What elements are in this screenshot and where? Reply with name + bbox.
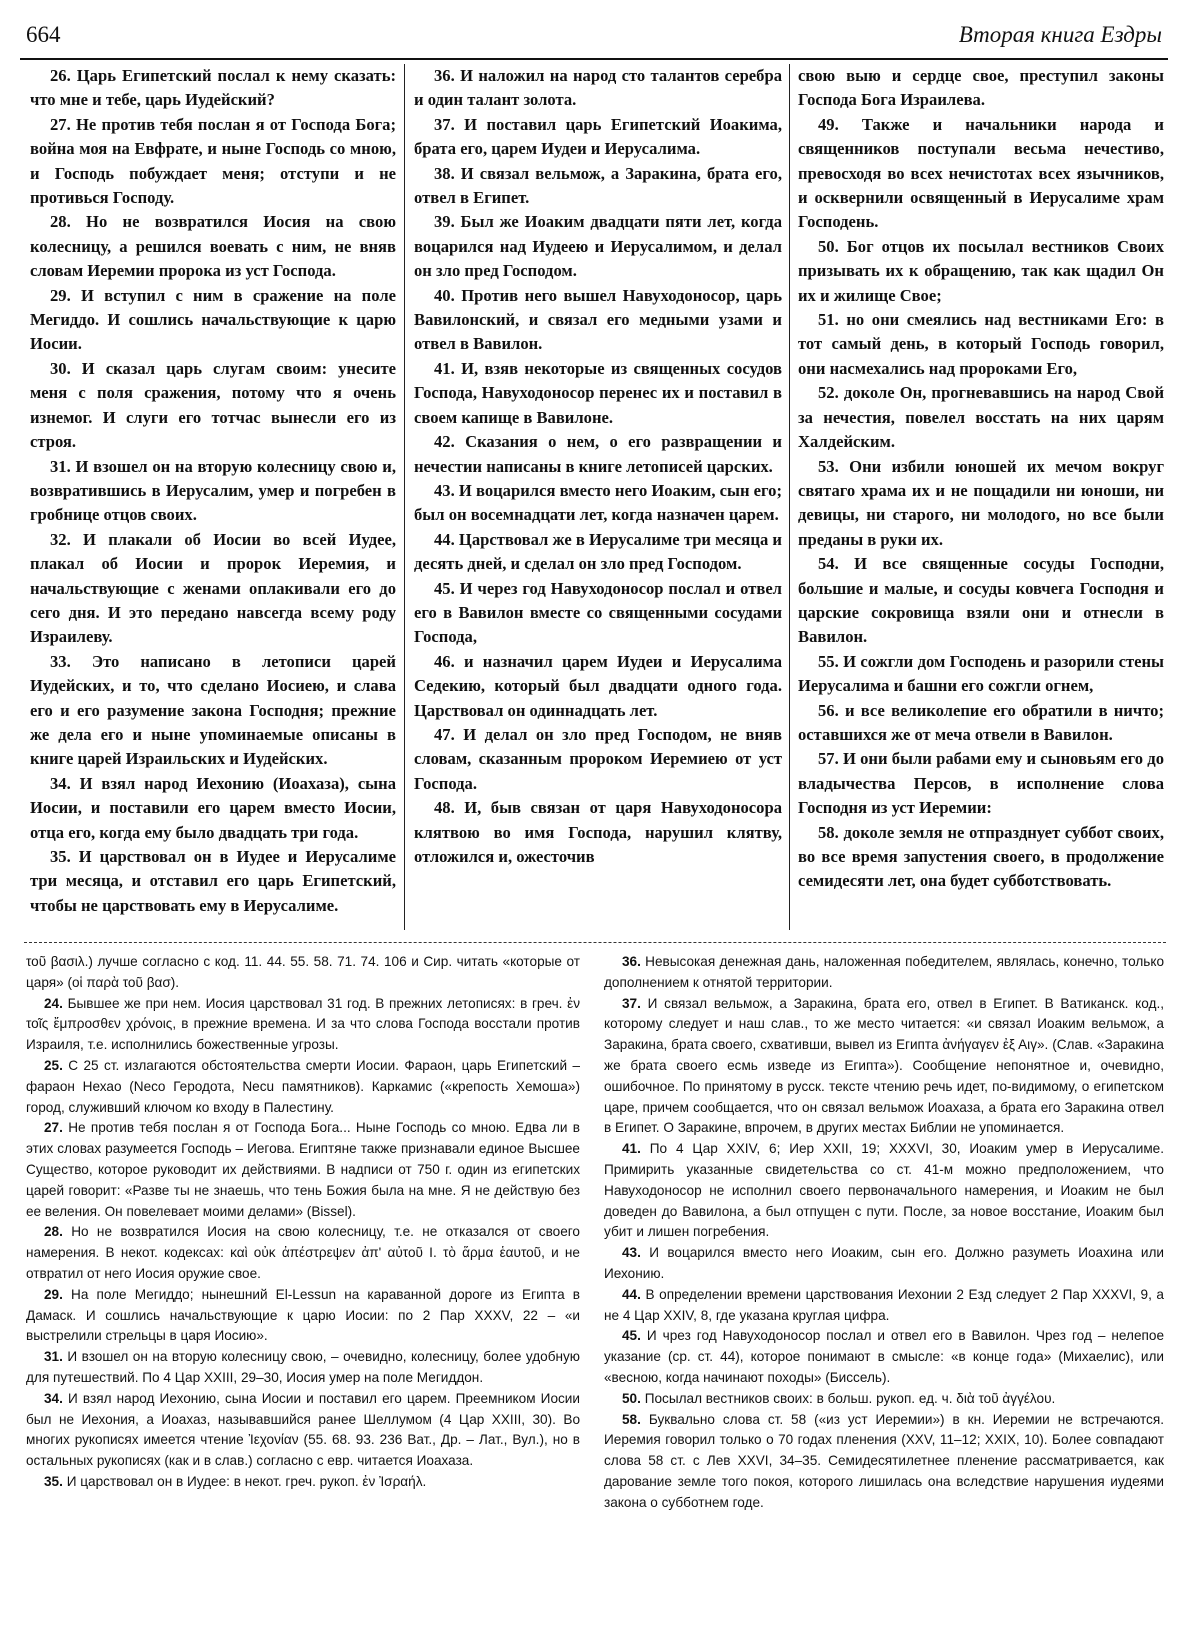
- verse-continuation: свою выю и сердце свое, преступил законы Господа Бога Израилева.: [798, 66, 1164, 110]
- note: [604, 1410, 1164, 1514]
- note-number: 34.: [44, 1390, 63, 1406]
- verse: 34. И взял народ Иехонию (Иоахаза), сына Иосии, и поставили его царем вместо Иосии, отца его, когда ему было двадцать три года.: [30, 773, 396, 842]
- note-number: 31.: [44, 1349, 63, 1365]
- verse: 57. И они были рабами ему и сыновьям его до владычества Персов, в исполнение слова Господня из уст Иеремии:: [798, 749, 1164, 818]
- note-number: 25.: [44, 1057, 63, 1073]
- note-number: 29.: [44, 1286, 63, 1302]
- note: [26, 1118, 580, 1222]
- note: [604, 1139, 1164, 1243]
- verse: 31. И взошел он на вторую колесницу свою и, возвратившись в Иерусалим, умер и погребен в гробнице отцов своих.: [30, 456, 396, 525]
- note-number: 41.: [622, 1141, 641, 1157]
- note: [604, 1389, 1164, 1410]
- note-text: τοῦ βασιλ.) лучше согласно с код. 11. 44. 55. 58. 71. 74. 106 и Сир. читать «которые от царя» (οἱ παρὰ τοῦ βασ).: [26, 954, 580, 990]
- note-number: 28.: [44, 1224, 63, 1240]
- verse: 47. И делал он зло пред Господом, не вняв словам, сказанным пророком Иеремиею от уст Господа.: [414, 724, 782, 793]
- note-text: Не против тебя послан я от Господа Бога... Ныне Господь со мною. Едва ли в этих словах разумеется Господь – Иегова. Египтяне также признавали единое Высшее Существо, которое руководит их действиями. В надписи от 750 г. один из египетских царей говорит: «Разве ты не знаешь, что тень Божия была на мне. Я не действую без ее веления. Он повелевает моими делами» (Bissel).: [26, 1120, 580, 1219]
- note: [26, 994, 580, 1056]
- verse: 33. Это написано в летописи царей Иудейских, и то, что сделано Иосиею, и слава его и его разумение закона Господня; прежние же дела его и ныне упоминаемые описаны в книге царей Израильских и Иудейских.: [30, 651, 396, 769]
- note-text: Бывшее же при нем. Иосия царствовал 31 год. В прежних летописях: в греч. ἐν τοῖς ἔμπροσθεν χρόνοις, в прежние времена. И за что слова Господа восстали против Израиля, т.е. исполнились божественные угрозы.: [26, 995, 580, 1053]
- note-text: И связал вельмож, а Заракина, брата его, отвел в Египет. В Ватиканск. код., которому следует и наш слав., то же место читается: «и связал Иоаким вельмож, а Заракина, брата своего, схвативши, вывел из Египта ἀνήγαγεν ἐξ Αιγ». (Слав. «Заракина же брата своего есмь изведе из Египта»). Сообщение непонятное и, очевидно, ошибочное. По принятому в русск. тексте чтению речь идет, по-видимому, о египетском царе, причем сообщается, что он связал вельмож Иоахаза, а брата его Заракина отвел в Египет. О Заракине, впрочем, в других местах Библии не упоминается.: [604, 995, 1164, 1136]
- verse: 55. И сожгли дом Господень и разорили стены Иерусалима и башни его сожгли огнем,: [798, 651, 1164, 696]
- scripture-text: [24, 64, 1166, 934]
- note-number: 36.: [622, 954, 641, 969]
- verse: 58. доколе земля не отпразднует суббот своих, во все время запустения своего, в продолжение семидесяти лет, она будет субботствовать.: [798, 822, 1164, 891]
- text-column-2: [414, 64, 782, 934]
- verse: 36. И наложил на народ сто талантов серебра и один талант золота.: [414, 66, 782, 110]
- verse: 45. И через год Навуходоносор послал и отвел его в Вавилон вместе со священными сосудами Господа,: [414, 578, 782, 647]
- verse: 27. Не против тебя послан я от Господа Бога; война моя на Евфрате, и ныне Господь со мною, и Господь побуждает меня; отступи и не противься Господу.: [30, 114, 396, 208]
- verse: 48. И, быв связан от царя Навуходоносора клятвою во имя Господа, нарушил клятву, отложился и, ожесточив: [414, 798, 782, 866]
- note-text: Но не возвратился Иосия на свою колесницу, т.е. не отказался от своего намерения. В некот. кодексах: καὶ οὐκ ἀπέστρεψεν ἀπ' αὐτοῦ Ι. τὸ ἅρμα ἑαυτοῦ, и не отвратил от него Иосия оружие свое.: [26, 1224, 580, 1281]
- running-title: Вторая книга Ездры: [958, 22, 1162, 47]
- verse: 56. и все великолепие его обратили в ничто; оставшихся же от меча отвели в Вавилон.: [798, 700, 1164, 744]
- text-column-1: [30, 64, 396, 934]
- note: [604, 994, 1164, 1140]
- note-text: И чрез год Навуходоносор послал и отвел его в Вавилон. Чрез год – нелепое указание (ср. ст. 44), которое понимают в смысле: «в конце года» (Михаелис), или «весною, когда начинают походы» (Биссель).: [604, 1328, 1164, 1385]
- page-number: 664: [26, 22, 61, 47]
- note-number: 35.: [44, 1473, 63, 1489]
- note-number: 45.: [622, 1328, 641, 1344]
- note: [26, 1222, 580, 1284]
- note-number: 27.: [44, 1120, 63, 1136]
- verse: 41. И, взяв некоторые из священных сосудов Господа, Навуходоносор перенес их и поставил в своем капище в Вавилоне.: [414, 358, 782, 427]
- verse: 26. Царь Египетский послал к нему сказать: что мне и тебе, царь Иудейский?: [30, 66, 396, 110]
- note-text: На поле Мегиддо; нынешний El-Lessun на караванной дороге из Египта в Дамаск. И сошлись начальствующие к царю Иосии: по 2 Пар XXXV, 22 – «и выстрелили стрельцы в царя Иосию».: [26, 1286, 580, 1344]
- note-number: 37.: [622, 995, 641, 1011]
- verse: 42. Сказания о нем, о его развращении и нечестии написаны в книге летописей царских.: [414, 432, 782, 476]
- commentary-column-left: [26, 952, 580, 1617]
- note-text: И воцарился вместо него Иоаким, сын его. Должно разуметь Иоахина или Иехонию.: [604, 1245, 1164, 1281]
- column-divider: [404, 64, 405, 930]
- note-text: В определении времени царствования Иехонии 2 Езд следует 2 Пар XXXVI, 9, а не 4 Цар XXIV, 8, где указана круглая цифра.: [604, 1286, 1164, 1323]
- verse: 44. Царствовал же в Иерусалиме три месяца и десять дней, и сделал он зло пред Господом.: [414, 529, 782, 574]
- commentary-column-right: [604, 952, 1164, 1617]
- note: [26, 1389, 580, 1472]
- note-text: И взошел он на вторую колесницу свою, – очевидно, колесницу, более удобную для путешествий. По 4 Цар XXIII, 29–30, Иосия умер на поле Мегиддон.: [26, 1349, 580, 1385]
- verse: 32. И плакали об Иосии во всей Иудее, плакал об Иосии и пророк Иеремия, и начальствующие с женами оплакивали его до сего дня. И это передано навсегда всему роду Израилеву.: [30, 529, 396, 647]
- note: [604, 1285, 1164, 1327]
- note-text: Буквально слова ст. 58 («из уст Иеремии») в кн. Иеремии не встречаются. Иеремия говорил только о 70 годах пленения (XXV, 11–12; XXIX, 10). Более совпадают слова 58 ст. с Лев XXVI, 34–35. Семидесятилетнее пленение рассматривается, как дарование земле того покоя, которого лишилась она вследствие нарушения иудеями закона о субботнем годе.: [604, 1411, 1164, 1510]
- verse: 28. Но не возвратился Иосия на свою колесницу, а решился воевать с ним, не вняв словам Иеремии пророка из уст Господа.: [30, 212, 396, 281]
- verse: 53. Они избили юношей их мечом вокруг святаго храма их и не пощадили ни юноши, ни девицы, ни старого, ни молодого, но все были преданы в руки их.: [798, 456, 1164, 549]
- note-text: Невысокая денежная дань, наложенная победителем, являлась, конечно, только дополнением к отнятой территории.: [604, 954, 1164, 990]
- note-text: С 25 ст. излагаются обстоятельства смерти Иосии. Фараон, царь Египетский – фараон Нехао (Neco Геродота, Necu памятников). Каркамис («крепость Хемоша») город, служивший ключом ко входу в Палестину.: [26, 1057, 580, 1115]
- verse: 49. Также и начальники народа и священников поступали весьма нечестиво, превосходя во всех нечистотах всех язычников, и осквернили освященный в Иерусалиме храм Господень.: [798, 114, 1164, 232]
- note-number: 58.: [622, 1411, 641, 1427]
- note: [26, 1056, 580, 1118]
- verse: 39. Был же Иоаким двадцати пяти лет, когда воцарился над Иудеею и Иерусалимом, и делал он зло пред Господом.: [414, 212, 782, 281]
- note: [604, 1326, 1164, 1388]
- verse: 51. но они смеялись над вестниками Его: в тот самый день, в который Господь говорил, они насмехались над пророками Его,: [798, 310, 1164, 378]
- verse: 50. Бог отцов их посылал вестников Своих призывать их к обращению, так как щадил Он их и жилище Свое;: [798, 236, 1164, 305]
- note-number: 50.: [622, 1390, 641, 1406]
- note-text: И взял народ Иехонию, сына Иосии и поставил его царем. Преемником Иосии был не Иехония, а Иоахаз, называвшийся ранее Шеллумом (4 Цар XXIII, 30). Во многих рукописях имеется чтение Ἰεχονίαν (55. 68. 93. 236 Ват., Др. – Лат., Вул.), но в остальных рукописях (как и в слав.) согласно с евр. читается Иоахаза.: [26, 1390, 580, 1469]
- verse: 46. и назначил царем Иудеи и Иерусалима Седекию, который был двадцати одного года. Царствовал он одиннадцать лет.: [414, 651, 782, 720]
- note: [26, 1472, 580, 1493]
- column-divider: [789, 64, 790, 930]
- verse: 54. И все священные сосуды Господни, большие и малые, и сосуды ковчега Господня и царские сокровища взяли они и отнесли в Вавилон.: [798, 554, 1164, 647]
- note: [604, 952, 1164, 994]
- verse: 29. И вступил с ним в сражение на поле Мегиддо. И сошлись начальствующие к царю Иосии.: [30, 285, 396, 354]
- note-text: И царствовал он в Иудее: в некот. греч. рукоп. ἐν Ἰσραήλ.: [66, 1473, 427, 1489]
- verse: 37. И поставил царь Египетский Иоакима, брата его, царем Иудеи и Иерусалима.: [414, 114, 782, 159]
- note-text: По 4 Цар XXIV, 6; Иер XXII, 19; XXXVI, 30, Иоаким умер в Иерусалиме. Примирить указанные свидетельства со ст. 41-м можно предположением, что Навуходоносор не исполнил своего первоначального намерения, и Иоаким не был доведен до Вавилона, а был отпущен с пути. После, за новое восстание, Иоаким был убит и лишен погребения.: [604, 1141, 1164, 1240]
- note-number: 24.: [44, 995, 63, 1011]
- verse: 43. И воцарился вместо него Иоаким, сын его; был он восемнадцати лет, когда назначен царем.: [414, 480, 782, 525]
- verse: 35. И царствовал он в Иудее и Иерусалиме три месяца, и отставил его царь Египетский, чтобы не царствовать ему в Иерусалиме.: [30, 847, 396, 915]
- note: [26, 952, 580, 994]
- note-text: Посылал вестников своих: в больш. рукоп. ед. ч. διὰ τοῦ ἀγγέλου.: [644, 1390, 1056, 1406]
- verse: 38. И связал вельмож, а Заракина, брата его, отвел в Египет.: [414, 163, 782, 208]
- verse: 52. доколе Он, прогневавшись на народ Свой за нечестия, повелел восстать на них царям Халдейским.: [798, 383, 1164, 452]
- note: [604, 1243, 1164, 1285]
- verse: 40. Против него вышел Навуходоносор, царь Вавилонский, и связал его медными узами и отвел в Вавилон.: [414, 285, 782, 354]
- note: [26, 1347, 580, 1389]
- notes-divider: [24, 942, 1166, 943]
- page-header: [20, 18, 1168, 60]
- note: [26, 1285, 580, 1347]
- note-number: 43.: [622, 1245, 641, 1261]
- note-number: 44.: [622, 1286, 641, 1302]
- verse: 30. И сказал царь слугам своим: унесите меня с поля сражения, потому что я очень изнемог. И слуги его тотчас вынесли его из строя.: [30, 358, 396, 452]
- text-column-3: [798, 64, 1164, 934]
